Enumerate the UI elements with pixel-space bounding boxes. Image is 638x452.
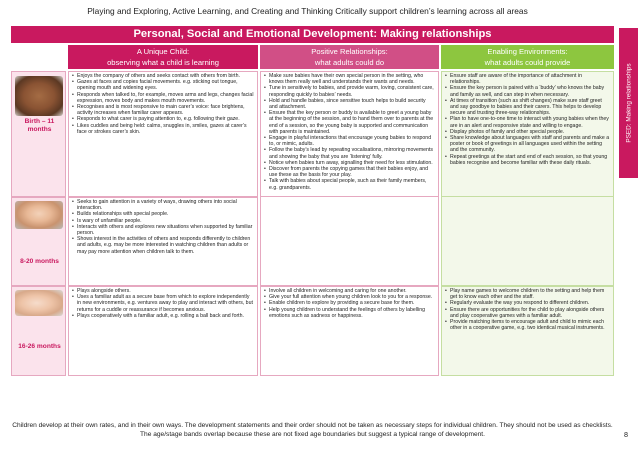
list-item: • Regularly evaluate the way you respond to different children. [445,300,610,306]
age-label: 16-26 months [18,343,61,350]
age-label: 8-20 months [20,258,59,265]
footer-note: Children develop at their own rates, and in their own ways. The development statements and their order should not be taken as necessary steps for individual children. They should not be used as checklists. The age/stage bands overlap because these are not fixed age boundaries but suggest a typical range of development. [12,422,613,438]
list-item: • Ensure the key person is paired with a ‘buddy’ who knows the baby and family as well, and can step in when necessary. [445,85,610,97]
list-item: • Play name games to welcome children to the setting and help them get to know each other and the staff. [445,288,610,300]
list-item: • Give your full attention when young children look to you for a response. [264,294,435,300]
list-item: • Enable children to explore by providing a secure base for them. [264,300,435,306]
age-label: Birth – 11 months [24,118,55,133]
table-row [11,71,614,197]
table-row [11,197,614,286]
column-heading: Enabling Environments: [487,47,568,56]
list-item: • Likes cuddles and being held: calms, snuggles in, smiles, gazes at carer’s face or strokes carer’s skin. [72,123,254,135]
list-item: • Provide matching items to encourage adult and child to mimic each other in a cooperative game, e.g. two identical musical instruments. [445,319,610,331]
environment-cell [441,286,614,376]
column-header-positive-relationships [260,45,439,69]
column-subheading: what adults could do [314,58,385,67]
list-item: • Enjoys the company of others and seeks contact with others from birth. [72,73,254,79]
list-item: • Uses a familiar adult as a secure base from which to explore independently in new environments, e.g. ventures away to play and interact with others, but returns for a cuddle or reassurance if becomes anxious. [72,294,254,313]
column-subheading: observing what a child is learning [107,58,219,67]
list-item: • Plays alongside others. [72,288,254,294]
list-item: • Ensure that the key person or buddy is available to greet a young baby at the beginning of the session, and to hand them over to parents at the end of a session, so the young baby is supported and communication with parents is maintained. [264,110,435,135]
list-item: • Discover from parents the copying games that their babies enjoy, and use these as the basis for your play. [264,166,435,178]
environment-cell [441,197,614,286]
list-item: • Plays cooperatively with a familiar adult, e.g. rolling a ball back and forth. [72,313,254,319]
list-item: • Tune in sensitively to babies, and provide warm, loving, consistent care, responding quickly to babies’ needs. [264,85,435,97]
list-item: • Ensure there are opportunities for the child to play alongside others and play cooperative games with a familiar adult. [445,307,610,319]
age-cell [11,71,66,197]
list-item: • Involve all children in welcoming and caring for one another. [264,288,435,294]
child-photo [15,201,63,229]
list-item: • Help young children to understand the feelings of others by labelling emotions such as sadness or happiness. [264,307,435,319]
list-item: • Talk with babies about special people, such as their family members, e.g. grandparents. [264,178,435,190]
column-header-enabling-environments [441,45,614,69]
list-item: • Make sure babies have their own special person in the setting, who knows them really well and understands their wants and needs. [264,73,435,85]
list-item: • Repeat greetings at the start and end of each session, so that young babies recognise and become familiar with these daily rituals. [445,154,610,166]
child-cell [68,71,258,197]
column-subheading: what adults could provide [484,58,571,67]
list-item: • Share knowledge about languages with staff and parents and make a poster or book of greetings in all languages used within the setting and the community. [445,135,610,154]
list-item: • At times of transition (such as shift changes) make sure staff greet and say goodbye to babies and their carers. This helps to develop secure and trusting three-way relationships. [445,98,610,117]
child-cell [68,286,258,376]
list-item: • Hold and handle babies, since sensitive touch helps to build security and attachment. [264,98,435,110]
list-item: • Is wary of unfamiliar people. [72,218,254,224]
child-photo [15,290,63,316]
list-item: • Follow the baby’s lead by repeating vocalisations, mirroring movements and showing the baby that you are ‘listening’ fully. [264,147,435,159]
list-item: • Notice when babies turn away, signalling their need for less stimulation. [264,160,435,166]
column-heading: A Unique Child: [136,47,190,56]
list-item: • Responds when talked to, for example, moves arms and legs, changes facial expression, moves body and makes mouth movements. [72,92,254,104]
adults-cell [260,197,439,286]
list-item: • Interacts with others and explores new situations when supported by familiar person. [72,224,254,236]
column-heading: Positive Relationships: [311,47,388,56]
age-cell [11,286,66,376]
list-item: • Display photos of family and other special people. [445,129,610,135]
top-banner: Playing and Exploring, Active Learning, and Creating and Thinking Critically support children’s learning across all areas [87,6,528,16]
child-photo [15,76,63,116]
list-item: • Shows interest in the activities of others and responds differently to children and adults, e.g. may be more interested in watching children than adults or may pay more attention when children talk to them. [72,236,254,255]
side-tab[interactable] [619,28,638,178]
side-tab-label: PSED: Making relationships [625,63,632,143]
list-item: • Seeks to gain attention in a variety of ways, drawing others into social interaction. [72,199,254,211]
list-item: • Gazes at faces and copies facial movements. e.g. sticking out tongue, opening mouth and widening eyes. [72,79,254,91]
list-item: • Engage in playful interactions that encourage young babies to respond to, or mimic, adults. [264,135,435,147]
adults-cell [260,286,439,376]
page-number: 8 [624,430,628,439]
list-item: • Ensure staff are aware of the importance of attachment in relationships. [445,73,610,85]
adults-cell [260,71,439,197]
column-header-unique-child [68,45,258,69]
list-item: • Plan to have one-to-one time to interact with young babies when they are in an alert and responsive state and willing to engage. [445,116,610,128]
list-item: • Responds to what carer is paying attention to, e.g. following their gaze. [72,116,254,122]
page-title: Personal, Social and Emotional Development: Making relationships [11,26,614,43]
list-item: • Recognises and is most responsive to main carer’s voice: face brightens, activity increases when familiar carer appears. [72,104,254,116]
list-item: • Builds relationships with special people. [72,211,254,217]
child-cell [68,197,258,286]
age-cell [11,197,66,286]
environment-cell [441,71,614,197]
table-row [11,286,614,376]
